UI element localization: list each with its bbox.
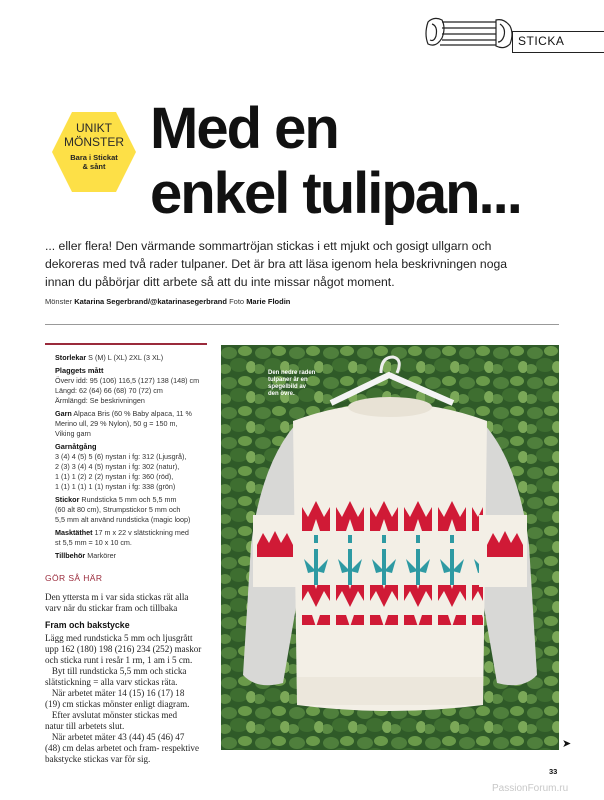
instructions-line: När arbetet mäter 14 (15) 16 (17) 18 <box>45 688 185 698</box>
spec-size: Storlekar S (M) L (XL) 2XL (3 XL) <box>55 353 164 362</box>
instructions-line: natur till arbetets slut. <box>45 721 125 731</box>
badge-line-4: & sånt <box>82 162 106 171</box>
photo-caption-line: Den nedre raden <box>268 370 316 376</box>
watermark: PassionForum.ru <box>492 783 569 794</box>
designer-name: Katarina Segerbrand/@katarinasegerbrand <box>74 297 227 306</box>
photo-caption-line: tulpaner är en <box>268 377 308 383</box>
spec-yarn-line: Viking garn <box>55 429 91 438</box>
spec-measures-label: Plaggets mått <box>55 366 104 375</box>
pattern-label: Mönster <box>45 297 73 306</box>
instructions-intro: Den yttersta m i var sida stickas rät alla <box>45 592 189 602</box>
photo-label: Foto <box>229 297 245 306</box>
intro-line-1: ... eller flera! Den värmande sommartröjan stickas i ett mjukt och gosigt ullgarn och <box>45 239 492 253</box>
spec-yarn-amount: 2 (3) 3 (4) 4 (5) nystan i fg: 302 (natur), <box>55 462 180 471</box>
intro-line-3: innan du påbörjar ditt arbete så att du inte missar något moment. <box>45 275 395 289</box>
spec-accessories: Tillbehör Markörer <box>55 551 116 560</box>
instructions-line: När arbetet mäter 43 (44) 45 (46) 47 <box>45 732 185 742</box>
instructions-line: Byt till rundsticka 5,5 mm och sticka <box>45 666 187 676</box>
spec-yarn-line: Merino ull, 29 % Nylon), 50 g = 150 m, <box>55 419 178 428</box>
instructions-line: slätstickning = alla varv stickas räta. <box>45 677 178 687</box>
spec-measure: Överv idd: 95 (106) 116,5 (127) 138 (148) cm <box>55 376 200 385</box>
instructions-line: Efter avslutat mönster stickas med <box>45 710 178 720</box>
spec-gauge: Masktäthet 17 m x 22 v slätstickning med <box>55 528 189 537</box>
headline-line-1: Med en <box>150 96 338 161</box>
spec-yarn-amount: 3 (4) 4 (5) 5 (6) nystan i fg: 312 (Ljusgrå), <box>55 452 187 461</box>
page-number: 33 <box>549 767 558 776</box>
instructions-line: och sticka runt i resår 1 rm, 1 am i 5 cm. <box>45 655 193 665</box>
spec-measure: Ärmlängd: Se beskrivningen <box>55 396 145 405</box>
spec-needles: Stickor Rundsticka 5 mm och 5,5 mm <box>55 495 177 504</box>
instructions-section-title: Fram och bakstycke <box>45 620 130 630</box>
intro-line-2: dekoreras med två rader tulpaner. Det är bra att läsa igenom hela beskrivningen noga <box>45 257 508 271</box>
photographer-name: Marie Flodin <box>246 297 291 306</box>
yarn-skein-icon <box>424 14 516 54</box>
instructions-line: bakstycke stickas var för sig. <box>45 754 151 764</box>
headline-line-2: enkel tulipan... <box>150 161 521 226</box>
spec-measure: Längd: 62 (64) 66 (68) 70 (72) cm <box>55 386 163 395</box>
spec-needles-line: (60 alt 80 cm), Strumpstickor 5 mm och <box>55 505 181 514</box>
photo-caption-line: spegelbild av <box>268 384 307 390</box>
continue-arrow-icon: ➤ <box>562 738 572 750</box>
section-label: STICKA <box>518 34 565 48</box>
badge-line-2: MÖNSTER <box>64 135 124 149</box>
specs-divider <box>45 343 207 345</box>
badge-line-3: Bara i Stickat <box>70 153 118 162</box>
instructions-line: (48) cm delas arbetet och fram- respektive <box>45 743 200 753</box>
sweater-photo <box>221 345 559 750</box>
instructions-line: (19) cm stickas mönster enligt diagram. <box>45 699 190 709</box>
instructions-heading: GÖR SÅ HÄR <box>45 573 103 583</box>
badge-line-1: UNIKT <box>76 121 112 135</box>
divider <box>45 324 559 325</box>
photo-caption-line: den övre. <box>268 391 295 397</box>
instructions-intro: varv när du stickar fram och tillbaka <box>45 603 178 613</box>
instructions-line: upp 162 (180) 198 (216) 234 (252) maskor <box>45 644 202 654</box>
spec-yarn-amount: 1 (1) 1 (1) 1 (1) nystan i fg: 338 (grön) <box>55 482 176 491</box>
instructions-line: Lägg med rundsticka 5 mm och ljusgrått <box>45 633 193 643</box>
credits <box>45 297 290 306</box>
spec-yarn-amount-label: Garnåtgång <box>55 442 97 451</box>
spec-gauge-line: st 5,5 mm = 10 x 10 cm. <box>55 538 132 547</box>
spec-yarn-amount: 1 (1) 1 (2) 2 (2) nystan i fg: 360 (röd), <box>55 472 174 481</box>
spec-yarn: Garn Alpaca Bris (60 % Baby alpaca, 11 % <box>55 409 192 418</box>
spec-needles-line: 5,5 mm alt använd rundsticka (magic loop) <box>55 515 191 524</box>
